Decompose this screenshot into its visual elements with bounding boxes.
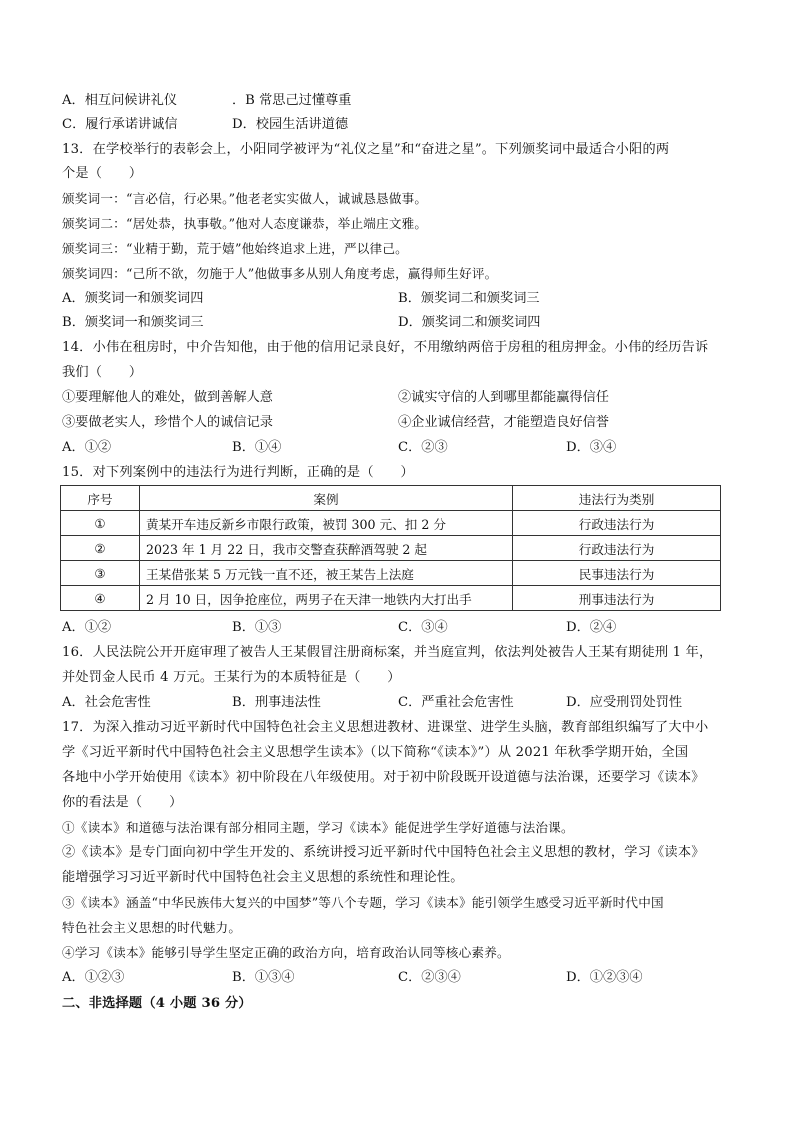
q14-statement-4: ④企业诚信经营，才能塑造良好信誉	[398, 415, 609, 430]
table-row	[61, 561, 721, 586]
q17-option-a: A．①②③	[62, 970, 125, 985]
q16-option-a: A．社会危害性	[62, 695, 151, 710]
q17-stem-line3: 各地中小学开始使用《读本》初中阶段在八年级使用。对于初中阶段既开设道德与法治课，还要学习《读本》	[62, 770, 705, 785]
table-row	[61, 511, 721, 536]
q17-statement-2-line2: 能增强学习习近平新时代中国特色社会主义思想的系统性和理论性。	[62, 870, 464, 885]
table-cell-category: 行政违法行为	[513, 536, 721, 561]
q14-option-c: C．②③	[398, 440, 448, 455]
table-header-row	[61, 486, 721, 511]
q13-stem-line2: 个是（ ）	[62, 166, 143, 181]
table-row	[61, 536, 721, 561]
q13-award-3: 颁奖词三：“业精于勤，荒于嬉”他始终追求上进，严以律己。	[62, 241, 408, 256]
q14-option-d: D．③④	[566, 440, 617, 455]
q16-option-d: D．应受刑罚处罚性	[566, 695, 683, 710]
q17-option-d: D．①②③④	[566, 970, 643, 985]
q16-option-b: B．刑事违法性	[232, 695, 321, 710]
section-heading: 二、非选择题（4 小题 36 分）	[62, 996, 252, 1011]
q17-statement-3-line2: 特色社会主义思想的时代魅力。	[62, 920, 242, 935]
q17-statement-1: ①《读本》和道德与法治课有部分相同主题，学习《读本》能促进学生学好道德与法治课。	[62, 820, 574, 835]
q13-stem-line1: 13．在学校举行的表彰会上，小阳同学被评为“礼仪之星”和“奋进之星”。下列颁奖词中最适合小阳的两	[62, 142, 670, 157]
q14-stem-line1: 14．小伟在租房时，中介告知他，由于他的信用记录良好，不用缴纳两倍于房租的租房押金。小伟的经历告诉	[62, 340, 709, 355]
q13-option-b2: B．颁奖词一和颁奖词三	[62, 315, 204, 330]
q12-option-c: C．履行承诺讲诚信	[62, 117, 178, 132]
q15-stem: 15．对下列案例中的违法行为进行判断，正确的是（ ）	[62, 465, 414, 480]
q12-option-d: D．校园生活讲道德	[232, 117, 349, 132]
table-cell-index: ④	[61, 586, 140, 611]
q17-stem-line1: 17．为深入推动习近平新时代中国特色社会主义思想进教材、进课堂、进学生头脑，教育部组织编写了大中小	[62, 720, 709, 735]
q14-statement-3: ③要做老实人，珍惜个人的诚信记录	[62, 415, 273, 430]
table-cell-category: 民事违法行为	[513, 561, 721, 586]
table-cell-category: 行政违法行为	[513, 511, 721, 536]
q15-option-a: A．①②	[62, 620, 112, 635]
q14-statement-2: ②诚实守信的人到哪里都能赢得信任	[398, 390, 609, 405]
table-cell-index: ②	[61, 536, 140, 561]
q17-statement-3-line1: ③《读本》涵盖“中华民族伟大复兴的中国梦”等八个专题，学习《读本》能引领学生感受习近平新时代中国	[62, 895, 664, 910]
q14-statement-1: ①要理解他人的难处，做到善解人意	[62, 390, 273, 405]
table-cell-index: ①	[61, 511, 140, 536]
q17-option-c: C．②③④	[398, 970, 461, 985]
q16-stem-line2: 并处罚金人民币 4 万元。王某行为的本质特征是（ ）	[62, 670, 401, 685]
table-cell-category: 刑事违法行为	[513, 586, 721, 611]
q17-stem-line4: 你的看法是（ ）	[62, 795, 183, 810]
table-cell-case: 2 月 10 日，因争抢座位，两男子在天津一地铁内大打出手	[140, 586, 513, 611]
q15-option-c: C．③④	[398, 620, 448, 635]
q17-option-b: B．①③④	[232, 970, 295, 985]
q15-option-d: D．②④	[566, 620, 617, 635]
table-cell-index: ③	[61, 561, 140, 586]
table-header-category: 违法行为类别	[513, 486, 721, 511]
q17-statement-4: ④学习《读本》能够引导学生坚定正确的政治方向，培育政治认同等核心素养。	[62, 945, 510, 960]
q12-option-a: A．相互问候讲礼仪	[62, 93, 178, 108]
q13-option-d: D．颁奖词二和颁奖词四	[398, 315, 541, 330]
table-cell-case: 王某借张某 5 万元钱一直不还，被王某告上法庭	[140, 561, 513, 586]
q16-stem-line1: 16．人民法院公开开庭审理了被告人王某假冒注册商标案，并当庭宣判，依法判处被告人王某有期徒刑 1 年，	[62, 645, 713, 660]
q14-option-a: A．①②	[62, 440, 112, 455]
q17-stem-line2: 学《习近平新时代中国特色社会主义思想学生读本》（以下简称“《读本》”）从 2021 年秋季学期开始，全国	[62, 745, 689, 760]
q14-stem-line2: 我们（ ）	[62, 365, 143, 380]
table-cell-case: 2023 年 1 月 22 日，我市交警查获醉酒驾驶 2 起	[140, 536, 513, 561]
q14-option-b: B．①④	[232, 440, 282, 455]
table-header-index: 序号	[61, 486, 140, 511]
q13-option-a: A．颁奖词一和颁奖词四	[62, 291, 204, 306]
q13-award-2: 颁奖词二：“居处恭，执事敬。”他对人态度谦恭，举止端庄文雅。	[62, 216, 428, 231]
q15-option-b: B．①③	[232, 620, 282, 635]
q13-award-1: 颁奖词一：“言必信，行必果。”他老老实实做人，诚诚恳恳做事。	[62, 191, 428, 206]
table-header-case: 案例	[140, 486, 513, 511]
q15-case-table	[60, 485, 721, 611]
q16-option-c: C．严重社会危害性	[398, 695, 514, 710]
table-row	[61, 586, 721, 611]
q13-award-4: 颁奖词四：“己所不欲，勿施于人”他做事多从别人角度考虑，赢得师生好评。	[62, 266, 498, 281]
q13-option-b1: B．颁奖词二和颁奖词三	[398, 291, 540, 306]
table-cell-case: 黄某开车违反新乡市限行政策，被罚 300 元、扣 2 分	[140, 511, 513, 536]
q12-option-b: ．B 常思己过懂尊重	[232, 93, 352, 108]
q17-statement-2-line1: ②《读本》是专门面向初中学生开发的、系统讲授习近平新时代中国特色社会主义思想的教材，学习《读本》	[62, 845, 705, 860]
